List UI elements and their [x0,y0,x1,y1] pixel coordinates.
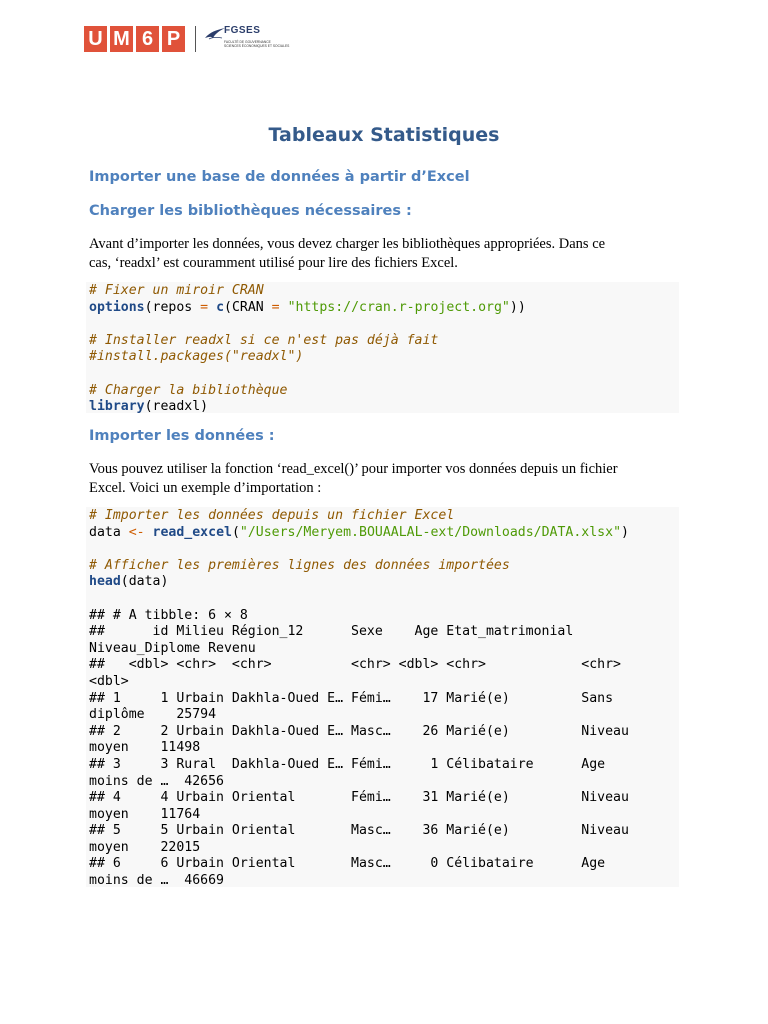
code-token: ## # A tibble: 6 × 8 [89,607,248,623]
code-token: <- [128,524,145,540]
code-line [89,399,679,416]
code-line [89,674,679,691]
code-line [89,624,679,641]
code-token: (readxl) [144,399,209,415]
code-token: c [216,299,225,315]
code-line [89,558,679,575]
code-token: # Installer readxl si ce n'est pas déjà fait [89,332,439,348]
code-line [89,807,679,824]
code-line [89,790,679,807]
um6p-logo [84,26,185,52]
code-token: ( [231,524,240,540]
code-line [89,740,679,757]
code-line [89,641,679,658]
code-token: diplôme 25794 [89,707,217,723]
code-line [89,856,679,873]
code-token: "https://cran.r-project.org" [287,299,510,315]
code-token: ) [621,524,629,540]
code-line [89,283,679,300]
code-token: ## <dbl> <chr> <chr> <chr> <dbl> <chr> <chr> [89,657,621,673]
code-token: ## 4 4 Urbain Oriental Fémi… 31 Marié(e) Niveau [89,790,629,806]
code-line [89,300,679,317]
header-logos [84,24,304,54]
paragraph-line: Excel. Voici un exemple d’importation : [89,480,322,496]
code-token: head [89,574,121,590]
code-token: options [89,299,145,315]
code-token: )) [509,299,526,315]
fgses-logo [204,24,304,54]
bird-icon [204,26,226,42]
logo-letter: U [84,26,107,52]
code-line [89,574,679,591]
code-token [145,525,153,540]
paragraph-line: cas, ‘readxl’ est couramment utilisé pour lire des fichiers Excel. [89,255,458,271]
code-block [86,507,679,887]
code-block [86,282,679,413]
code-token: ## id Milieu Région_12 Sexe Age Etat_matrimonial [89,624,574,640]
code-line [89,657,679,674]
code-token [280,300,288,315]
code-line [89,383,679,400]
code-token: = [271,299,280,315]
fgses-title: FGSES [224,25,261,36]
code-token: read_excel [152,524,232,540]
code-token: #install.packages("readxl") [89,349,304,365]
code-token: (CRAN [224,299,272,315]
code-line [89,366,679,383]
code-token: ## 2 2 Urbain Dakhla-Oued E… Masc… 26 Marié(e) Niveau [89,723,629,739]
code-line [89,508,679,525]
code-token: ## 5 5 Urbain Oriental Masc… 36 Marié(e) Niveau [89,823,629,839]
paragraph [89,460,679,498]
page-title: Tableaux Statistiques [268,124,500,146]
code-token: ## 1 1 Urbain Dakhla-Oued E… Fémi… 17 Marié(e) Sans [89,690,614,706]
code-token: # Importer les données depuis un fichier Excel [89,508,455,523]
code-line [89,873,679,890]
code-line [89,691,679,708]
code-line [89,349,679,366]
logo-letter: P [162,26,185,52]
code-token: # Charger la bibliothèque [89,382,288,398]
code-token: ## 3 3 Rural Dakhla-Oued E… Fémi… 1 Célibataire Age [89,756,606,772]
code-line [89,840,679,857]
code-line [89,525,679,542]
code-token: moyen 11498 [89,740,201,756]
logo-divider [195,26,196,52]
fgses-subtitle: SCIENCES ÉCONOMIQUES ET SOCIALES [224,44,290,48]
code-line [89,823,679,840]
code-line [89,541,679,558]
code-token: # Afficher les premières lignes des données importées [89,557,510,573]
code-token: <dbl> [89,673,129,689]
logo-letter: 6 [136,26,159,52]
code-line [89,316,679,333]
paragraph [89,235,679,273]
code-token: moins de … 46669 [89,873,224,889]
paragraph-line: Vous pouvez utiliser la fonction ‘read_excel()’ pour importer vos données depuis un fichier [89,461,618,477]
code-token: "/Users/Meryem.BOUAALAL-ext/Downloads/DATA.xlsx" [239,524,622,540]
code-token: (data) [120,574,169,590]
code-token: Niveau_Diplome Revenu [89,640,256,656]
paragraph-line: Avant d’importer les données, vous devez charger les bibliothèques appropriées. Dans ce [89,236,606,252]
code-line [89,774,679,791]
code-token: ## 6 6 Urbain Oriental Masc… 0 Célibataire Age [89,856,606,872]
code-token [208,300,216,315]
code-token: library [89,399,145,415]
section-heading: Charger les bibliothèques nécessaires : [89,203,412,219]
code-token: # Fixer un miroir CRAN [89,283,264,298]
code-line [89,608,679,625]
section-heading: Importer les données : [89,428,275,444]
code-token: (repos [144,299,201,315]
code-token: moyen 22015 [89,839,201,855]
code-token: = [200,299,209,315]
code-line [89,757,679,774]
fgses-subtitle: FACULTÉ DE GOUVERNANCE [224,40,271,44]
code-line [89,724,679,741]
section-heading: Importer une base de données à partir d’Excel [89,169,470,185]
code-token: moins de … 42656 [89,773,224,789]
code-token: moyen 11764 [89,806,201,822]
code-line [89,333,679,350]
code-token: data [89,524,129,540]
logo-letter: M [110,26,133,52]
code-line [89,591,679,608]
code-line [89,707,679,724]
